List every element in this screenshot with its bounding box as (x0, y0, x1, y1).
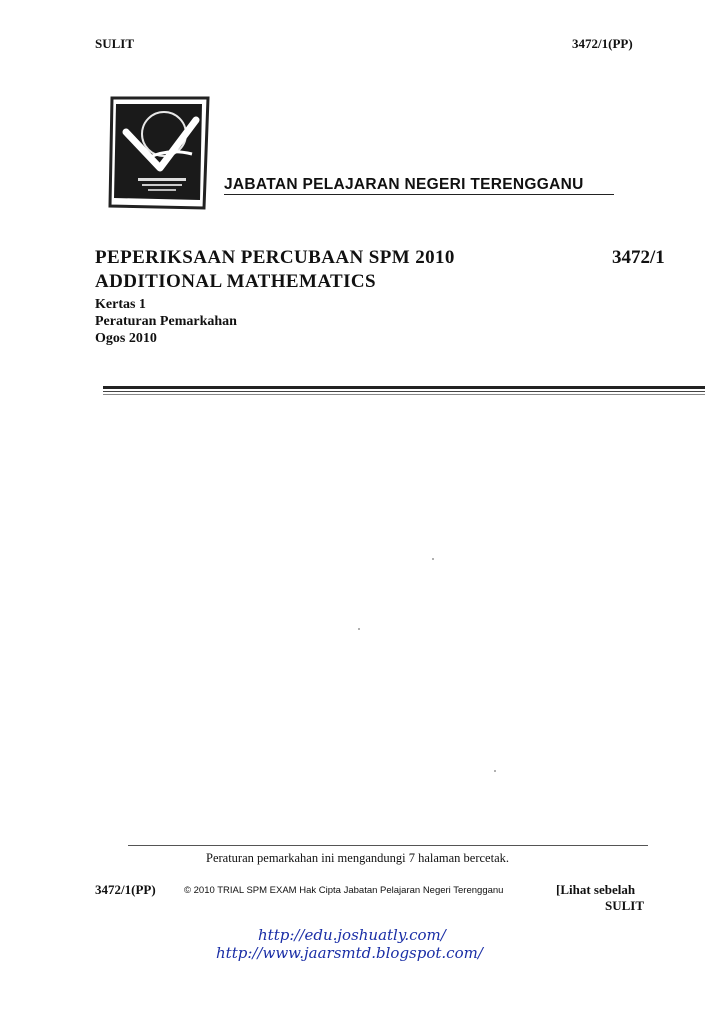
footer-code: 3472/1(PP) (95, 882, 156, 897)
scan-speck (358, 628, 360, 630)
exam-title: PEPERIKSAAN PERCUBAAN SPM 2010 (95, 247, 455, 268)
header-classification: SULIT (95, 36, 135, 51)
section-divider-faint (103, 394, 705, 395)
exam-subject: ADDITIONAL MATHEMATICS (95, 271, 376, 292)
department-underline (224, 194, 614, 195)
section-divider (103, 386, 705, 389)
scan-speck (494, 770, 496, 772)
copyright-notice: © 2010 TRIAL SPM EXAM Hak Cipta Jabatan Pelajaran Negeri Terengganu (184, 885, 504, 896)
page-count-note: Peraturan pemarkahan ini mengandungi 7 halaman bercetak. (206, 851, 510, 865)
scan-speck (432, 558, 434, 560)
footer-classification: SULIT (605, 898, 645, 913)
exam-date: Ogos 2010 (95, 331, 157, 346)
department-logo-icon (108, 96, 212, 210)
footer-divider (128, 845, 648, 846)
header-code: 3472/1(PP) (572, 36, 633, 51)
exam-code: 3472/1 (612, 247, 665, 268)
exam-paper: Kertas 1 (95, 297, 146, 312)
section-divider-thin (103, 391, 705, 392)
document-type: Peraturan Pemarkahan (95, 314, 237, 329)
next-page-note: [Lihat sebelah (556, 882, 636, 897)
link-jaarsmtd[interactable]: http://www.jaarsmtd.blogspot.com/ (216, 944, 483, 962)
link-joshuatly[interactable]: http://edu.joshuatly.com/ (258, 926, 446, 944)
department-name: JABATAN PELAJARAN NEGERI TERENGGANU (224, 176, 584, 193)
